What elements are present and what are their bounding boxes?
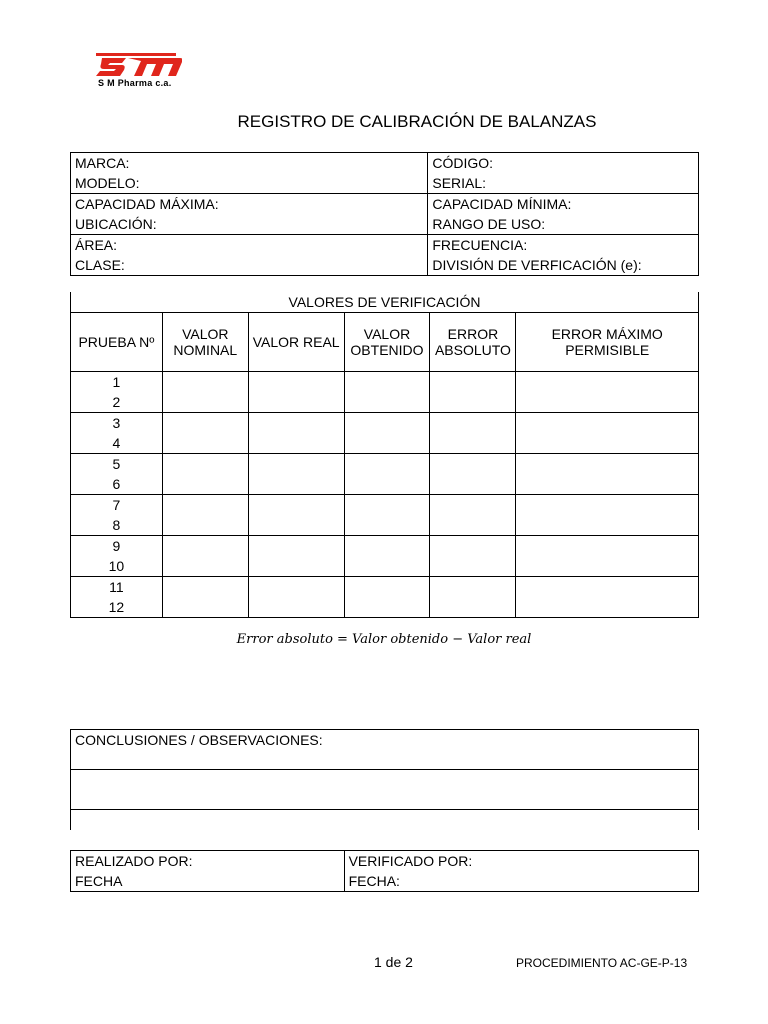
table-row xyxy=(71,372,699,413)
column-header: ERROR MÁXIMO PERMISIBLE xyxy=(516,313,699,372)
empty-cell[interactable] xyxy=(248,413,344,454)
conclusions-label: CONCLUSIONES / OBSERVACIONES: xyxy=(71,730,699,770)
empty-cell[interactable] xyxy=(430,454,516,495)
empty-cell[interactable] xyxy=(516,454,699,495)
test-number-cell: 5 6 xyxy=(71,454,163,495)
empty-cell[interactable] xyxy=(516,413,699,454)
empty-cell[interactable] xyxy=(162,454,248,495)
column-header: VALOR OBTENIDO xyxy=(344,313,430,372)
rango-label: RANGO DE USO: xyxy=(432,216,546,232)
empty-cell[interactable] xyxy=(248,372,344,413)
info-cell xyxy=(71,235,428,276)
empty-cell[interactable] xyxy=(248,536,344,577)
empty-cell[interactable] xyxy=(344,495,430,536)
empty-cell[interactable] xyxy=(162,577,248,618)
empty-cell[interactable] xyxy=(430,536,516,577)
test-number-cell: 1 2 xyxy=(71,372,163,413)
info-cell xyxy=(428,153,699,194)
signature-cell xyxy=(344,851,698,892)
frecuencia-label: FRECUENCIA: xyxy=(432,237,528,253)
conclusions-table xyxy=(70,729,699,830)
table-row xyxy=(71,495,699,536)
sm-logo-mark xyxy=(96,52,182,78)
empty-cell[interactable] xyxy=(430,495,516,536)
empty-cell[interactable] xyxy=(162,413,248,454)
procedure-code: PROCEDIMIENTO AC-GE-P-13 xyxy=(516,956,688,970)
empty-cell[interactable] xyxy=(344,372,430,413)
error-formula: Error absoluto = Valor obtenido − Valor real xyxy=(236,632,532,647)
cap-max-label: CAPACIDAD MÁXIMA: xyxy=(75,196,219,212)
empty-cell[interactable] xyxy=(430,413,516,454)
empty-cell[interactable] xyxy=(430,372,516,413)
empty-cell[interactable] xyxy=(248,495,344,536)
empty-cell[interactable] xyxy=(344,577,430,618)
division-label: DIVISIÓN DE VERFICACIÓN (e): xyxy=(432,257,642,273)
column-header: VALOR NOMINAL xyxy=(162,313,248,372)
column-header: ERROR ABSOLUTO xyxy=(430,313,516,372)
empty-cell[interactable] xyxy=(516,577,699,618)
company-logo xyxy=(96,52,186,92)
empty-cell[interactable] xyxy=(516,536,699,577)
conclusions-line[interactable] xyxy=(71,810,699,831)
test-number-cell: 7 8 xyxy=(71,495,163,536)
company-name: S M Pharma c.a. xyxy=(98,78,172,88)
info-cell xyxy=(71,194,428,235)
realizado-label: REALIZADO POR: xyxy=(75,853,193,869)
verification-table xyxy=(70,292,699,618)
empty-cell[interactable] xyxy=(344,536,430,577)
empty-cell[interactable] xyxy=(516,372,699,413)
clase-label: CLASE: xyxy=(75,257,125,273)
cap-min-label: CAPACIDAD MÍNIMA: xyxy=(432,196,572,212)
modelo-label: MODELO: xyxy=(75,175,140,191)
marca-label: MARCA: xyxy=(75,155,130,171)
empty-cell[interactable] xyxy=(162,495,248,536)
column-header: VALOR REAL xyxy=(248,313,344,372)
document-title: REGISTRO DE CALIBRACIÓN DE BALANZAS xyxy=(237,112,597,131)
empty-cell[interactable] xyxy=(162,372,248,413)
empty-cell[interactable] xyxy=(248,454,344,495)
area-label: ÁREA: xyxy=(75,237,118,253)
table-row xyxy=(71,577,699,618)
empty-cell[interactable] xyxy=(344,413,430,454)
info-cell xyxy=(71,153,428,194)
empty-cell[interactable] xyxy=(248,577,344,618)
fecha-left-label: FECHA xyxy=(75,873,123,889)
fecha-right-label: FECHA: xyxy=(348,873,400,889)
verification-header: VALORES DE VERIFICACIÓN xyxy=(71,292,699,313)
table-row xyxy=(71,536,699,577)
test-number-cell: 9 10 xyxy=(71,536,163,577)
signature-cell xyxy=(71,851,345,892)
empty-cell[interactable] xyxy=(516,495,699,536)
page-number: 1 de 2 xyxy=(374,954,413,970)
test-number-cell: 11 12 xyxy=(71,577,163,618)
empty-cell[interactable] xyxy=(344,454,430,495)
codigo-label: CÓDIGO: xyxy=(432,155,494,171)
info-cell xyxy=(428,194,699,235)
table-row xyxy=(71,454,699,495)
info-cell xyxy=(428,235,699,276)
signature-table xyxy=(70,850,699,892)
empty-cell[interactable] xyxy=(162,536,248,577)
column-header: PRUEBA Nº xyxy=(71,313,163,372)
ubicacion-label: UBICACIÓN: xyxy=(75,216,157,232)
empty-cell[interactable] xyxy=(430,577,516,618)
scale-info-table xyxy=(70,152,699,276)
table-row xyxy=(71,413,699,454)
test-number-cell: 3 4 xyxy=(71,413,163,454)
conclusions-line[interactable] xyxy=(71,770,699,810)
verificado-label: VERIFICADO POR: xyxy=(348,853,473,869)
serial-label: SERIAL: xyxy=(432,175,487,191)
